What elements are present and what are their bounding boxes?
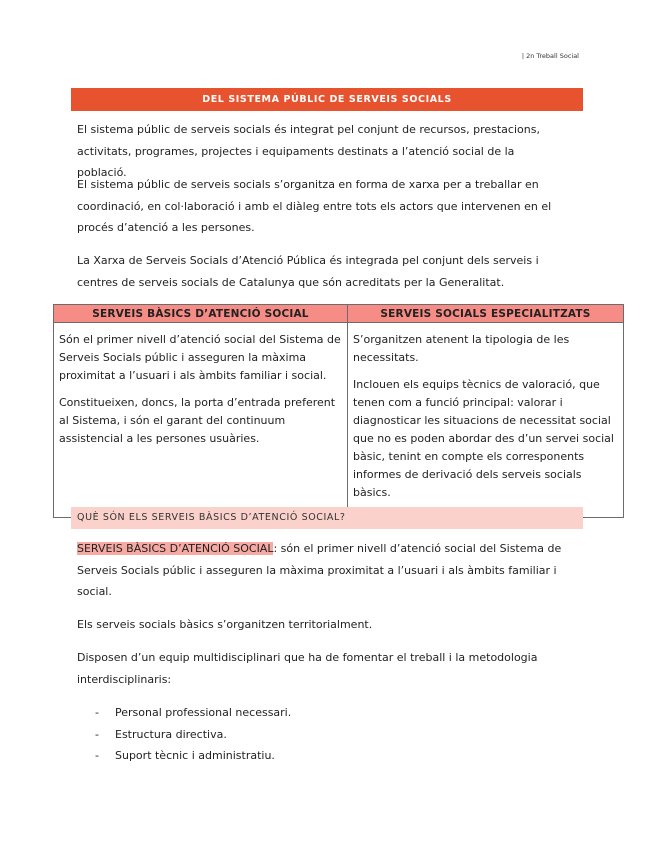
- list-item: [95, 724, 291, 746]
- table-cell-specialised: [348, 323, 624, 518]
- definition-paragraph: [77, 538, 567, 603]
- page-header-tag: | 2n Treball Social: [521, 52, 579, 60]
- highlighted-term: SERVEIS BÀSICS D’ATENCIÓ SOCIAL: [77, 542, 274, 555]
- intro-paragraph-1: El sistema públic de serveis socials és integrat pel conjunt de recursos, prestacions, activitats, programes, projectes i equipaments destinats a l’atenció social de la població.: [77, 123, 540, 179]
- list-item: [95, 702, 291, 724]
- section-banner: DEL SISTEMA PÚBLIC DE SERVEIS SOCIALS: [71, 88, 583, 111]
- list-item-text: Suport tècnic i administratiu.: [115, 749, 275, 762]
- specialised-description-1: S’organitzen atenent la tipologia de les necessitats.: [353, 333, 570, 364]
- list-bullet: -: [95, 727, 99, 741]
- territorial-paragraph: Els serveis socials bàsics s’organitzen territorialment.: [77, 618, 373, 631]
- list-item: [95, 745, 291, 767]
- team-list: [95, 702, 291, 767]
- intro-paragraph-2: El sistema públic de serveis socials s’organitza en forma de xarxa per a treballar en coordinació, en col·laboració i amb el diàleg entre tots els actors que intervenen en el procés d’atenció a les persones.: [77, 178, 552, 234]
- question-heading: QUÈ SÓN ELS SERVEIS BÀSICS D’ATENCIÓ SOCIAL?: [71, 507, 583, 529]
- team-paragraph: Disposen d’un equip multidisciplinari que ha de fomentar el treball i la metodologia interdisciplinaris:: [77, 651, 538, 686]
- list-bullet: -: [95, 749, 99, 762]
- table-cell-basic: [54, 323, 348, 518]
- definition-text: : són el primer nivell d’atenció social del Sistema de Serveis Socials públic i asseguren la màxima proximitat a l’usuari i als àmbits familiar i social.: [77, 542, 562, 598]
- services-comparison-table: [53, 304, 624, 518]
- basic-description-1: Són el primer nivell d’atenció social del Sistema de Serveis Socials públic i asseguren la màxima proximitat a l’usuari i als àmbits familiar i social.: [59, 333, 341, 382]
- list-item-text: Estructura directiva.: [115, 727, 227, 741]
- list-item-text: Personal professional necessari.: [115, 706, 292, 719]
- specialised-description-2: Inclouen els equips tècnics de valoració, que tenen com a funció principal: valorar i diagnosticar les situacions de necessitat social que no es poden abordar des d’un servei social bàsic, tenint en compte els corresponents informes de derivació dels serveis socials bàsics.: [353, 378, 614, 499]
- intro-paragraph-3: La Xarxa de Serveis Socials d’Atenció Pública és integrada pel conjunt dels serveis i centres de serveis socials de Catalunya que són acreditats per la Generalitat.: [77, 254, 539, 289]
- basic-description-2: Constitueixen, doncs, la porta d’entrada preferent al Sistema, i són el garant del continuum assistencial a les persones usuàries.: [59, 396, 336, 445]
- table-header-specialised: SERVEIS SOCIALS ESPECIALITZATS: [348, 305, 624, 323]
- list-bullet: -: [95, 706, 99, 719]
- table-header-basic: SERVEIS BÀSICS D’ATENCIÓ SOCIAL: [54, 305, 348, 323]
